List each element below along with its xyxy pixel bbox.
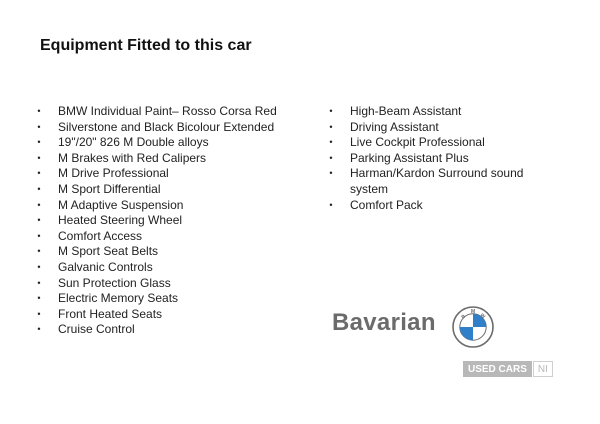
used-cars-label: USED CARS <box>463 361 532 377</box>
equipment-item <box>36 104 296 120</box>
page-title: Equipment Fitted to this car <box>40 37 252 54</box>
equipment-item-label: Harman/Kardon Surround sound system <box>350 166 524 196</box>
equipment-item <box>36 166 296 182</box>
bullet-icon: • <box>329 106 333 116</box>
equipment-item-label: Live Cockpit Professional <box>350 135 485 150</box>
equipment-item <box>36 307 296 323</box>
bullet-icon: • <box>329 199 333 210</box>
roundel-letter: W <box>478 312 487 321</box>
bullet-icon: • <box>37 215 41 226</box>
equipment-item-label: Electric Memory Seats <box>58 291 179 306</box>
equipment-item <box>328 120 528 136</box>
bavarian-logo <box>330 306 500 348</box>
equipment-item-label: M Drive Professional <box>58 166 169 181</box>
equipment-item <box>328 198 528 214</box>
bullet-icon: • <box>37 308 41 319</box>
equipment-list-right <box>328 104 528 213</box>
equipment-item-label: Comfort Pack <box>350 197 423 212</box>
equipment-item <box>328 166 528 197</box>
bullet-icon: • <box>37 199 41 210</box>
equipment-item <box>36 120 296 136</box>
equipment-item-label: M Adaptive Suspension <box>58 197 184 212</box>
equipment-item <box>36 135 296 151</box>
equipment-item <box>36 198 296 214</box>
bullet-icon: • <box>329 152 333 163</box>
bmw-roundel-icon <box>452 306 494 348</box>
bullet-icon: • <box>329 137 333 148</box>
equipment-item-label: High-Beam Assistant <box>350 104 462 118</box>
bullet-icon: • <box>37 230 41 241</box>
used-cars-ni-badge <box>463 361 553 377</box>
equipment-item-label: Sun Protection Glass <box>58 275 171 290</box>
equipment-item <box>36 244 296 260</box>
equipment-item <box>36 276 296 292</box>
equipment-item <box>36 291 296 307</box>
equipment-item <box>36 260 296 276</box>
bullet-icon: • <box>37 293 41 304</box>
equipment-item-label: Comfort Access <box>58 228 143 243</box>
roundel-letter: M <box>471 308 476 315</box>
equipment-item-label: Galvanic Controls <box>58 259 153 274</box>
equipment-item <box>36 322 296 338</box>
dealer-name: Bavarian <box>332 309 436 336</box>
bullet-icon: • <box>37 277 41 288</box>
bullet-icon: • <box>37 261 41 272</box>
bullet-icon: • <box>329 121 333 132</box>
equipment-item <box>36 213 296 229</box>
equipment-list-left <box>36 104 296 338</box>
equipment-item <box>36 229 296 245</box>
roundel-letter: B <box>460 313 468 321</box>
equipment-item-label: Front Heated Seats <box>58 306 163 321</box>
bullet-icon: • <box>37 137 41 148</box>
equipment-item-label: Parking Assistant Plus <box>350 150 469 165</box>
equipment-item-label: Driving Assistant <box>350 119 439 134</box>
equipment-item <box>328 151 528 167</box>
equipment-item <box>36 182 296 198</box>
equipment-item-label: Silverstone and Black Bicolour Extended <box>58 119 275 134</box>
bullet-icon: • <box>37 324 41 335</box>
equipment-item-label: M Sport Seat Belts <box>58 244 159 259</box>
bullet-icon: • <box>37 121 41 132</box>
equipment-item <box>36 151 296 167</box>
equipment-item-label: Heated Steering Wheel <box>58 213 183 228</box>
bullet-icon: • <box>37 246 41 257</box>
equipment-item-label: BMW Individual Paint– Rosso Corsa Red <box>58 104 277 118</box>
bullet-icon: • <box>37 106 41 116</box>
equipment-item <box>328 135 528 151</box>
equipment-item-label: M Sport Differential <box>58 181 161 196</box>
bullet-icon: • <box>37 152 41 163</box>
equipment-item-label: Cruise Control <box>58 322 135 337</box>
bullet-icon: • <box>329 168 333 179</box>
bullet-icon: • <box>37 168 41 179</box>
equipment-item <box>328 104 528 120</box>
region-label: NI <box>533 361 553 377</box>
equipment-item-label: 19"/20" 826 M Double alloys <box>58 135 209 150</box>
bullet-icon: • <box>37 183 41 194</box>
equipment-item-label: M Brakes with Red Calipers <box>58 150 207 165</box>
